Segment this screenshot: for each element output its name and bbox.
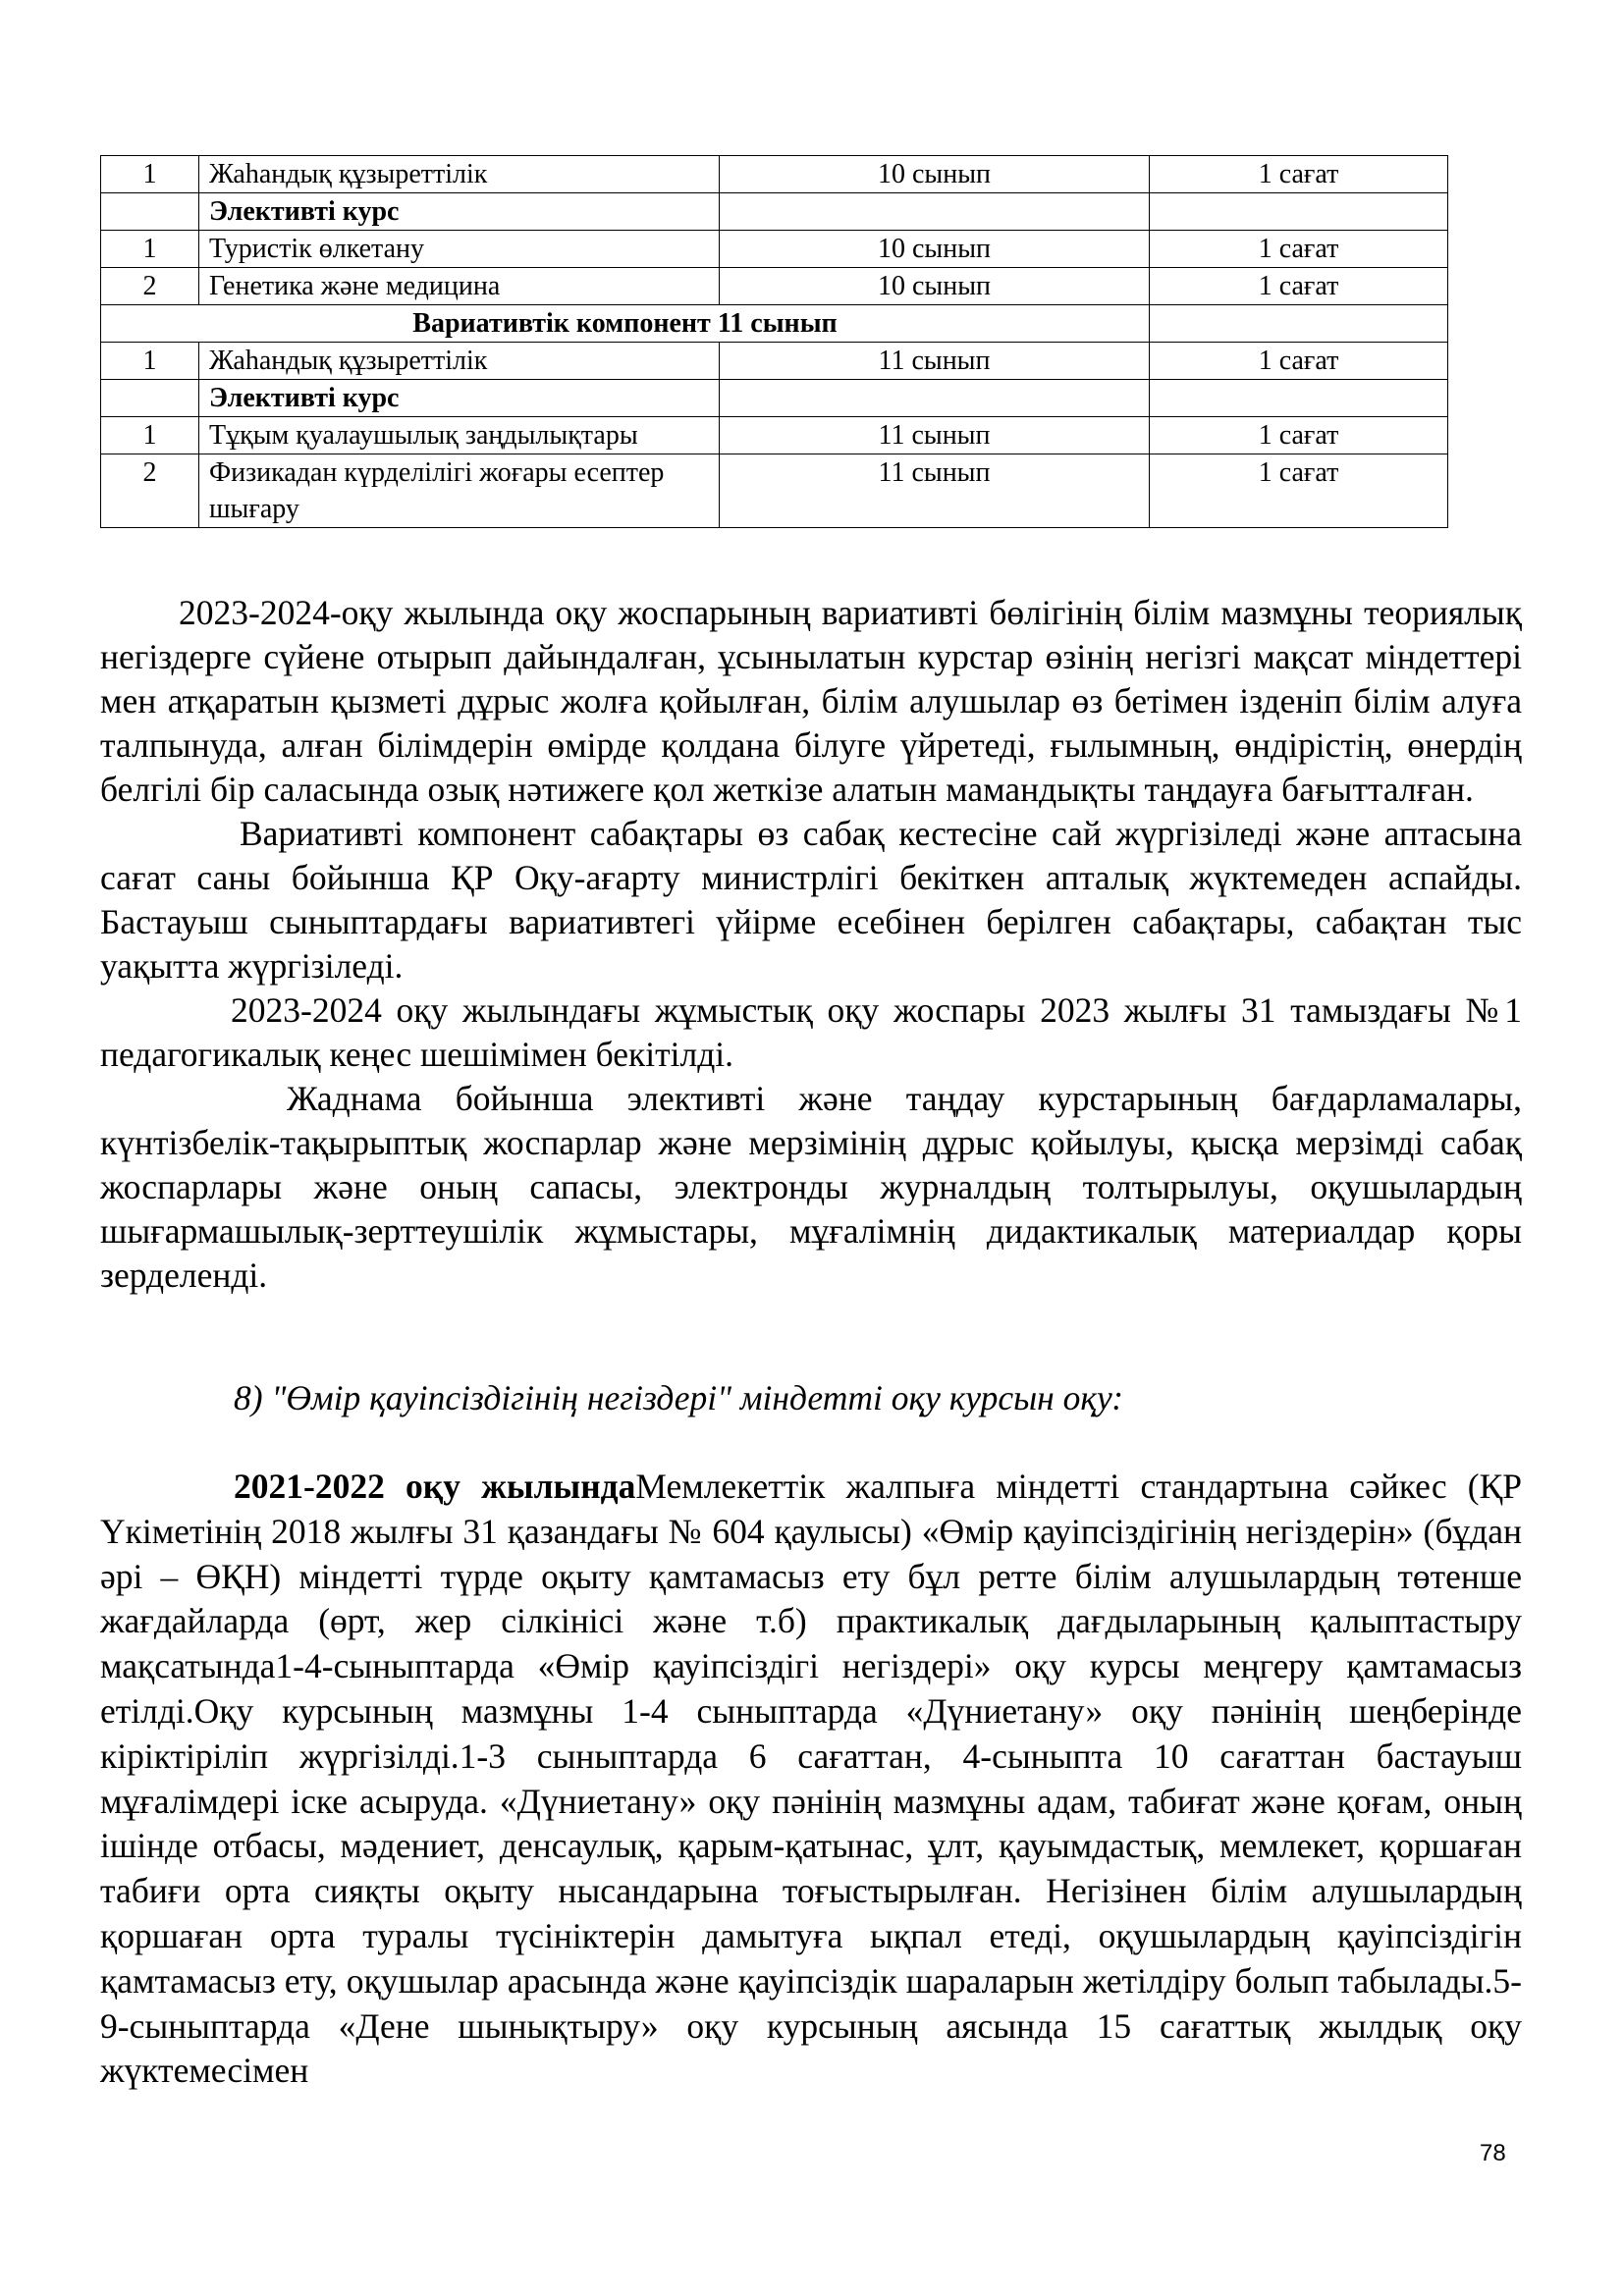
section-label: Элективті курс [199, 193, 720, 231]
course-grade: 11 сынып [720, 343, 1150, 380]
table-row [101, 156, 1448, 193]
paragraph-body: Мемлекеттік жалпыға міндетті стандартына сәйкес (ҚР Үкіметінің 2018 жылғы 31 қазандағы № 604 қаулысы) «Өмір қауіпсіздігінің негіздерін» (бұдан әрі – ӨҚН) міндетті түрде оқыту қамтамасыз ету бұл ретте білім алушылардың төтенше жағдайларда (өрт, жер сілкінісі және т.б) практикалық дағдыларының қалыптастыру мақсатында1-4-сыныптарда «Өмір қауіпсіздігі негіздері» оқу курсы меңгеру қамтамасыз етілді.Оқу курсының мазмұны 1-4 сыныптарда «Дүниетану» оқу пәнінің шеңберінде кіріктіріліп жүргізілді.1-3 сыныптарда 6 сағаттан, 4-сыныпта 10 сағаттан бастауыш мұғалімдері іске асыруда. «Дүниетану» оқу пәнінің мазмұны адам, табиғат және қоғам, оның ішінде отбасы, мәдениет, денсаулық, қарым-қатынас, ұлт, қауымдастық, мемлекет, қоршаған табиғи орта сияқты оқыту нысандарына тоғыстырылған. Негізінен білім алушылардың қоршаған орта туралы түсініктерін дамытуға ықпал етеді, оқушылардың қауіпсіздігін қамтамасыз ету, оқушылар арасында және қауіпсіздік шараларын жетілдіру болып табылады.5-9-сыныптарда «Дене шынықтыру» оқу курсының аясында 15 сағаттық жылдық оқу жүктемесімен [100, 1467, 1522, 2091]
table-row [101, 454, 1448, 528]
table-row [101, 380, 1448, 417]
paragraph [100, 1465, 1522, 2094]
course-name: Туристік өлкетану [199, 231, 720, 268]
row-number: 2 [101, 454, 199, 528]
table-row [101, 268, 1448, 305]
course-name: Жаһандық құзыреттілік [199, 343, 720, 380]
empty-cell [1150, 193, 1448, 231]
course-hours: 1 сағат [1150, 268, 1448, 305]
course-grade: 11 сынып [720, 454, 1150, 528]
course-grade: 10 сынып [720, 231, 1150, 268]
empty-cell [720, 193, 1150, 231]
bold-lead: 2021-2022 оқу жылында [234, 1467, 636, 1506]
course-hours: 1 сағат [1150, 417, 1448, 454]
paragraph: 2023-2024-оқу жылында оқу жоспарының вариативті бөлігінің білім мазмұны теориялық негіздерге сүйене отырып дайындалған, ұсынылатын курстар өзінің негізгі мақсат міндеттері мен атқаратын қызметі дұрыс жолға қойылған, білім алушылар өз бетімен ізденіп білім алуға талпынуда, алған білімдерін өмірде қолдана білуге үйретеді, ғылымның, өндірістің, өнердің белгілі бір саласында озық нәтижеге қол жеткізе алатын мамандықты таңдауға бағытталған. [100, 593, 1522, 809]
course-grade: 10 сынып [720, 156, 1150, 193]
section-label: Элективті курс [199, 380, 720, 417]
table-row [101, 305, 1448, 343]
course-hours: 1 сағат [1150, 343, 1448, 380]
row-number: 1 [101, 156, 199, 193]
table-row [101, 417, 1448, 454]
course-grade: 11 сынып [720, 417, 1150, 454]
course-name: Тұқым қуалаушылық заңдылықтары [199, 417, 720, 454]
course-hours: 1 сағат [1150, 454, 1448, 528]
row-number: 2 [101, 268, 199, 305]
table-row [101, 343, 1448, 380]
body-text [100, 591, 1522, 1298]
page-number: 78 [1480, 2140, 1506, 2166]
empty-cell [101, 380, 199, 417]
table-row [101, 193, 1448, 231]
course-name: Физикадан күрделілігі жоғары есептер шығару [199, 454, 720, 528]
empty-cell [101, 193, 199, 231]
course-hours: 1 сағат [1150, 156, 1448, 193]
component-header: Вариативтік компонент 11 сынып [101, 305, 1150, 343]
course-grade: 10 сынып [720, 268, 1150, 305]
body-text-2 [100, 1465, 1522, 2094]
course-name: Генетика және медицина [199, 268, 720, 305]
course-hours: 1 сағат [1150, 231, 1448, 268]
paragraph: 2023-2024 оқу жылындағы жұмыстық оқу жоспары 2023 жылғы 31 тамыздағы №1 педагогикалық кеңес шешімімен бекітілді. [100, 990, 1522, 1074]
empty-cell [1150, 380, 1448, 417]
table-row [101, 231, 1448, 268]
course-name: Жаһандық құзыреттілік [199, 156, 720, 193]
row-number: 1 [101, 231, 199, 268]
row-number: 1 [101, 417, 199, 454]
paragraph: Жаднама бойынша элективті және таңдау курстарының бағдарламалары, күнтізбелік-тақырыптық жоспарлар және мерзімінің дұрыс қойылуы, қысқа мерзімді сабақ жоспарлары және оның сапасы, электронды журналдың толтырылуы, оқушылардың шығармашылық-зерттеушілік жұмыстары, мұғалімнің дидактикалық материалдар қоры зерделенді. [100, 1079, 1522, 1295]
row-number: 1 [101, 343, 199, 380]
section-heading: 8) "Өмір қауіпсіздігінің негіздері" міндетті оқу курсын оқу: [234, 1378, 1124, 1417]
courses-table [100, 155, 1448, 528]
empty-cell [720, 380, 1150, 417]
empty-cell [1150, 305, 1448, 343]
paragraph: Вариативті компонент сабақтары өз сабақ кестесіне сай жүргізіледі және аптасына сағат саны бойынша ҚР Оқу-ағарту министрлігі бекіткен апталық жүктемеден аспайды. Бастауыш сыныптардағы вариативтегі үйірме есебінен берілген сабақтары, сабақтан тыс уақытта жүргізіледі. [100, 814, 1522, 986]
